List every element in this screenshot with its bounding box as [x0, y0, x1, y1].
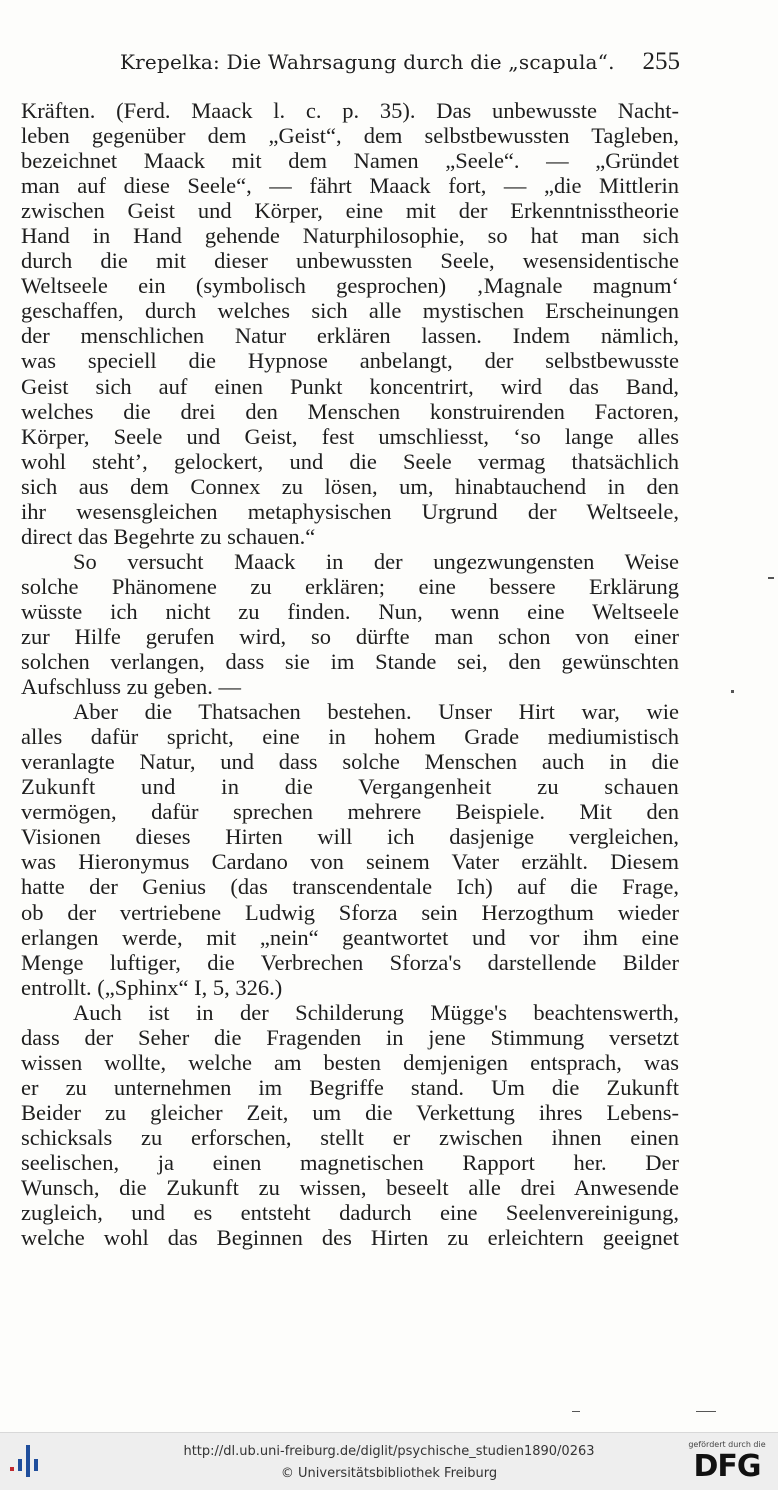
text-line: ihr wesensgleichen metaphysischen Urgrund der Weltseele,	[21, 498, 679, 524]
text-line: Beider zu gleicher Zeit, um die Verkettung ihres Lebens-	[21, 1099, 679, 1125]
text-line: Körper, Seele und Geist, fest umschliesst, ‘so lange alles	[21, 423, 679, 449]
text-line: er zu unternehmen im Begriffe stand. Um die Zukunft	[21, 1074, 679, 1100]
text-line: zwischen Geist und Körper, eine mit der Erkenntnisstheorie	[21, 198, 679, 224]
text-line: zur Hilfe gerufen wird, so dürfte man schon von einer	[21, 623, 679, 649]
text-line: solche Phänomene zu erklären; eine bessere Erklärung	[21, 573, 679, 599]
text-line: leben gegenüber dem „Geist“, dem selbstbewussten Tagleben,	[21, 123, 679, 149]
text-line: ob der vertriebene Ludwig Sforza sein Herzogthum wieder	[21, 899, 679, 925]
text-line: zugleich, und es entsteht dadurch eine Seelenvereinigung,	[21, 1200, 679, 1226]
text-line: sich aus dem Connex zu lösen, um, hinabtauchend in den	[21, 473, 679, 499]
text-line: seelischen, ja einen magnetischen Rapport her. Der	[21, 1149, 679, 1175]
text-line: solchen verlangen, dass sie im Stande sei, den gewünschten	[21, 649, 679, 675]
source-url-link[interactable]: http://dl.ub.uni-freiburg.de/diglit/psychische_studien1890/0263	[183, 1444, 595, 1459]
text-line: durch die mit dieser unbewussten Seele, wesensidentische	[21, 248, 679, 274]
text-line: alles dafür spricht, eine in hohem Grade mediumistisch	[21, 724, 679, 750]
text-line: man auf diese Seele“, — fährt Maack fort, — „die Mittlerin	[21, 173, 679, 199]
text-line: erlangen werde, mit „nein“ geantwortet und vor ihm eine	[21, 924, 679, 950]
text-line: veranlagte Natur, und dass solche Menschen auch in die	[21, 749, 679, 775]
scan-mark	[572, 1411, 580, 1412]
paragraph-start-line: Aber die Thatsachen bestehen. Unser Hirt war, wie	[73, 699, 679, 725]
copyright-notice: © Universitätsbibliothek Freiburg	[280, 1466, 498, 1481]
scan-mark	[696, 1411, 716, 1412]
scan-mark	[768, 577, 774, 579]
dfg-funder-logo[interactable]	[686, 1440, 768, 1486]
text-line: dass der Seher die Fragenden in jene Stimmung versetzt	[21, 1024, 679, 1050]
text-line: der menschlichen Natur erklären lassen. Indem nämlich,	[21, 323, 679, 349]
text-line: Hand in Hand gehende Naturphilosophie, so hat man sich	[21, 223, 679, 249]
dfg-logo-icon: DFG	[693, 1449, 761, 1484]
paragraph-start-line: Auch ist in der Schilderung Mügge's beachtenswerth,	[73, 999, 679, 1025]
text-line: vermögen, dafür sprechen mehrere Beispiele. Mit den	[21, 799, 679, 825]
text-line: Geist sich auf einen Punkt koncentrirt, wird das Band,	[21, 373, 679, 399]
text-line: Menge luftiger, die Verbrechen Sforza's darstellende Bilder	[21, 949, 679, 975]
running-title: Krepelka: Die Wahrsagung durch die „scapula“.	[120, 50, 615, 74]
page-number: 255	[642, 48, 680, 75]
text-line: Zukunft und in die Vergangenheit zu schauen	[21, 774, 679, 800]
text-line: wüsste ich nicht zu finden. Nun, wenn eine Weltseele	[21, 598, 679, 624]
body-text	[21, 98, 679, 1250]
text-line: wissen wollte, welche am besten demjenigen entsprach, was	[21, 1049, 679, 1075]
paragraph-start-line: So versucht Maack in der ungezwungensten Weise	[73, 548, 679, 574]
text-line: was speciell die Hypnose anbelangt, der selbstbewusste	[21, 348, 679, 374]
footer-bar	[0, 1432, 778, 1490]
text-line: welches die drei den Menschen konstruirenden Factoren,	[21, 398, 679, 424]
text-line: bezeichnet Maack mit dem Namen „Seele“. — „Gründet	[21, 148, 679, 174]
text-line: schicksals zu erforschen, stellt er zwischen ihnen einen	[21, 1124, 679, 1150]
text-line: Kräften. (Ferd. Maack l. c. p. 35). Das unbewusste Nacht-	[21, 98, 679, 123]
text-line: Weltseele ein (symbolisch gesprochen) ‚Magnale magnum‘	[21, 273, 679, 299]
text-line: Visionen dieses Hirten will ich dasjenige vergleichen,	[21, 824, 679, 850]
paragraph-end-line: entrollt. („Sphinx“ I, 5, 326.)	[21, 974, 283, 1000]
text-line: hatte der Genius (das transcendentale Ich) auf die Frage,	[21, 874, 679, 900]
text-line: Wunsch, die Zukunft zu wissen, beseelt alle drei Anwesende	[21, 1175, 679, 1201]
text-line: welche wohl das Beginnen des Hirten zu erleichtern geeignet	[21, 1225, 679, 1251]
running-head	[120, 50, 680, 80]
funder-caption: gefördert durch die	[688, 1440, 766, 1449]
paragraph-end-line: direct das Begehrte zu schauen.“	[21, 523, 316, 549]
text-line: was Hieronymus Cardano von seinem Vater erzählt. Diesem	[21, 849, 679, 875]
paragraph-end-line: Aufschluss zu geben. —	[21, 674, 241, 700]
text-line: geschaffen, durch welches sich alle mystischen Erscheinungen	[21, 298, 679, 324]
scan-mark	[731, 690, 734, 693]
text-line: wohl steht’, gelockert, und die Seele vermag thatsächlich	[21, 448, 679, 474]
